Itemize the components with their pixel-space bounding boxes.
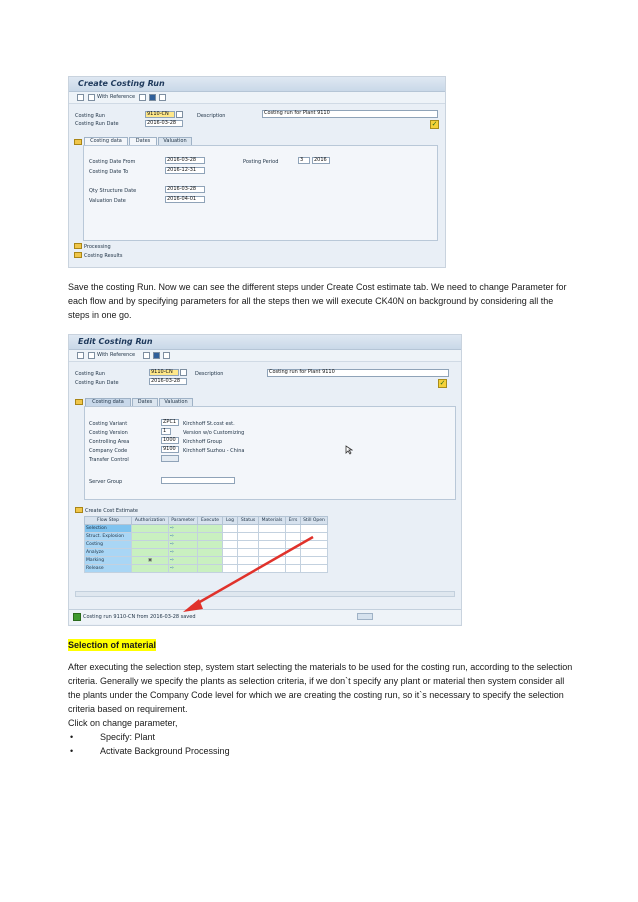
costing-run-date-field[interactable]: 2016-03-28 <box>149 378 187 385</box>
window-title-bar <box>69 335 461 350</box>
settings-icon[interactable] <box>153 352 160 359</box>
create-cost-estimate-label: Create Cost Estimate <box>85 508 138 514</box>
log-cell <box>223 525 238 533</box>
posting-period-label: Posting Period <box>243 159 279 165</box>
paragraph-save-costing-run: Save the costing Run. Now we can see the different steps under Create Cost estimate tab. We need to change Parameter for each flow and by specifying parameters for all the steps then we will execute CK40N on background by considering all the steps in one go. <box>68 282 567 320</box>
controlling-area-label: Controlling Area <box>89 439 130 445</box>
controlling-area-field[interactable]: 1000 <box>161 437 179 444</box>
success-check-icon <box>73 613 81 621</box>
parameter-icon[interactable]: ⇨ <box>170 566 174 571</box>
folder-icon <box>74 139 82 145</box>
authorization-cell <box>132 549 169 557</box>
bullet-icon: • <box>70 746 74 756</box>
lock-icon[interactable]: ▣ <box>147 558 153 563</box>
bullet-item-specify-plant: Specify: Plant <box>100 732 156 742</box>
flow-step-cell[interactable]: Struct. Explosion <box>85 533 132 541</box>
authorization-cell <box>132 565 169 573</box>
bullet-icon: • <box>70 732 74 742</box>
costing-run-label: Costing Run <box>75 113 106 119</box>
toolbar <box>69 92 445 104</box>
col-execute: Execute <box>198 517 223 525</box>
red-arrow-icon <box>177 535 317 615</box>
filter-icon[interactable] <box>143 352 150 359</box>
costing-run-label: Costing Run <box>75 371 106 377</box>
server-group-field[interactable] <box>161 477 235 484</box>
settings-icon[interactable] <box>149 94 156 101</box>
table-row[interactable] <box>85 525 328 533</box>
tab-valuation[interactable]: Valuation <box>158 137 192 145</box>
costing-version-label: Costing Version <box>89 430 128 436</box>
search-help-icon[interactable] <box>176 111 183 118</box>
parameter-icon[interactable]: ⇨ <box>170 550 174 555</box>
sap-logo-icon <box>357 613 373 620</box>
costing-version-desc: Version w/o Customizing <box>183 430 245 436</box>
mouse-cursor-icon <box>345 445 353 455</box>
search-help-icon[interactable] <box>180 369 187 376</box>
execute-check-icon[interactable]: ✓ <box>439 379 446 387</box>
parameter-icon[interactable]: ⇨ <box>170 526 174 531</box>
window-title: Edit Costing Run <box>78 337 153 346</box>
processing-icon[interactable] <box>74 243 82 249</box>
tab-dates[interactable]: Dates <box>129 137 157 145</box>
valuation-date-label: Valuation Date <box>89 198 126 204</box>
status-cell <box>238 525 259 533</box>
company-code-field[interactable]: 9100 <box>161 446 179 453</box>
parameter-cell[interactable] <box>169 525 198 533</box>
costing-run-date-label: Costing Run Date <box>75 380 119 386</box>
folder-icon <box>75 399 83 405</box>
authorization-cell <box>132 533 169 541</box>
with-reference-icon[interactable] <box>88 94 95 101</box>
with-reference-button[interactable]: With Reference <box>97 94 136 100</box>
errs-cell <box>286 525 301 533</box>
parameter-icon[interactable]: ⇨ <box>170 542 174 547</box>
col-log: Log <box>223 517 238 525</box>
description-field[interactable]: Costing run for Plant 9110 <box>262 110 438 118</box>
parameter-icon[interactable]: ⇨ <box>170 558 174 563</box>
copy-icon[interactable] <box>163 352 170 359</box>
costing-run-date-label: Costing Run Date <box>75 121 119 127</box>
processing-label[interactable]: Processing <box>84 244 111 250</box>
edit-costing-run-screenshot <box>68 334 462 626</box>
tab-costing-data[interactable]: Costing data <box>84 137 128 145</box>
bullet-item-activate-background: Activate Background Processing <box>100 746 230 756</box>
posting-year-field[interactable]: 2016 <box>312 157 330 164</box>
valuation-date-field[interactable]: 2016-04-01 <box>165 196 205 203</box>
window-title-bar <box>69 77 445 92</box>
costing-data-panel <box>84 406 456 500</box>
costing-date-from-label: Costing Date From <box>89 159 136 165</box>
costing-run-date-field[interactable]: 2016-03-28 <box>145 120 183 127</box>
section-heading <box>68 635 156 653</box>
new-document-icon[interactable] <box>77 352 84 359</box>
grid-header-row <box>85 517 328 525</box>
tab-valuation[interactable]: Valuation <box>159 398 193 406</box>
tab-costing-data[interactable]: Costing data <box>85 398 131 406</box>
col-still-open: Still Open <box>301 517 328 525</box>
posting-period-field[interactable]: 3 <box>298 157 310 164</box>
costing-date-from-field[interactable]: 2016-03-28 <box>165 157 205 164</box>
costing-variant-field[interactable]: ZPC1 <box>161 419 179 426</box>
col-status: Status <box>238 517 259 525</box>
paragraph-selection-step: After executing the selection step, system start selecting the materials to be used for the costing run, according to the selection criteria. Generally we specify the plants as selection criteria, if we don`t specify any plant or material then system consider all the plants under the Company Code level for which we are creating the costing run, so it`s necessary to specify the selection criteria based on requirement. <box>68 662 573 714</box>
flow-step-cell[interactable]: Release <box>85 565 132 573</box>
costing-run-field[interactable]: 9110-CN <box>145 111 175 118</box>
description-label: Description <box>195 371 224 377</box>
create-cost-estimate-icon <box>75 507 83 513</box>
transfer-control-label: Transfer Control <box>89 457 129 463</box>
status-message: Costing run 9110-CN from 2016-03-28 saved <box>83 614 196 620</box>
costing-run-field[interactable]: 9110-CN <box>149 369 179 376</box>
col-flow-step: Flow Step <box>85 517 132 525</box>
costing-results-label[interactable]: Costing Results <box>84 253 123 259</box>
execute-cell[interactable] <box>198 525 223 533</box>
col-materials: Materials <box>259 517 286 525</box>
description-label: Description <box>197 113 226 119</box>
costing-variant-label: Costing Variant <box>89 421 128 427</box>
create-costing-run-screenshot <box>68 76 446 268</box>
qty-structure-date-label: Qty Structure Date <box>89 188 137 194</box>
execute-check-icon[interactable]: ✓ <box>431 120 438 128</box>
still-open-cell <box>301 525 328 533</box>
company-code-label: Company Code <box>89 448 128 454</box>
flow-step-cell[interactable]: Analyze <box>85 549 132 557</box>
copy-icon[interactable] <box>159 94 166 101</box>
filter-icon[interactable] <box>139 94 146 101</box>
authorization-cell <box>132 525 169 533</box>
col-authorization: Authorization <box>132 517 169 525</box>
new-document-icon[interactable] <box>77 94 84 101</box>
qty-structure-date-field[interactable]: 2016-03-28 <box>165 186 205 193</box>
with-reference-button[interactable]: With Reference <box>97 352 136 358</box>
materials-cell <box>259 525 286 533</box>
costing-variant-desc: Kirchhoff St.cost est. <box>183 421 235 427</box>
server-group-label: Server Group <box>89 479 123 485</box>
flow-step-cell[interactable]: Costing <box>85 541 132 549</box>
with-reference-icon[interactable] <box>88 352 95 359</box>
section-heading-text: Selection of material <box>68 640 157 650</box>
flow-step-cell[interactable]: Selection <box>85 525 132 533</box>
costing-date-to-label: Costing Date To <box>89 169 129 175</box>
authorization-cell <box>132 541 169 549</box>
controlling-area-desc: Kirchhoff Group <box>183 439 223 445</box>
company-code-desc: Kirchhoff Suzhou - China <box>183 448 245 454</box>
transfer-control-field[interactable] <box>161 455 179 462</box>
toolbar <box>69 350 461 362</box>
col-errs: Errs <box>286 517 301 525</box>
paragraph-click-change-parameter: Click on change parameter, <box>68 718 178 728</box>
costing-date-to-field[interactable]: 2016-12-31 <box>165 167 205 174</box>
col-parameter: Parameter <box>169 517 198 525</box>
flow-step-cell[interactable]: Marking <box>85 557 132 565</box>
parameter-icon[interactable]: ⇨ <box>170 534 174 539</box>
authorization-cell[interactable] <box>132 557 169 565</box>
costing-version-field[interactable]: 1 <box>161 428 171 435</box>
costing-results-icon[interactable] <box>74 252 82 258</box>
description-field[interactable]: Costing run for Plant 9110 <box>267 369 449 377</box>
window-title: Create Costing Run <box>78 79 165 88</box>
tab-dates[interactable]: Dates <box>132 398 158 406</box>
